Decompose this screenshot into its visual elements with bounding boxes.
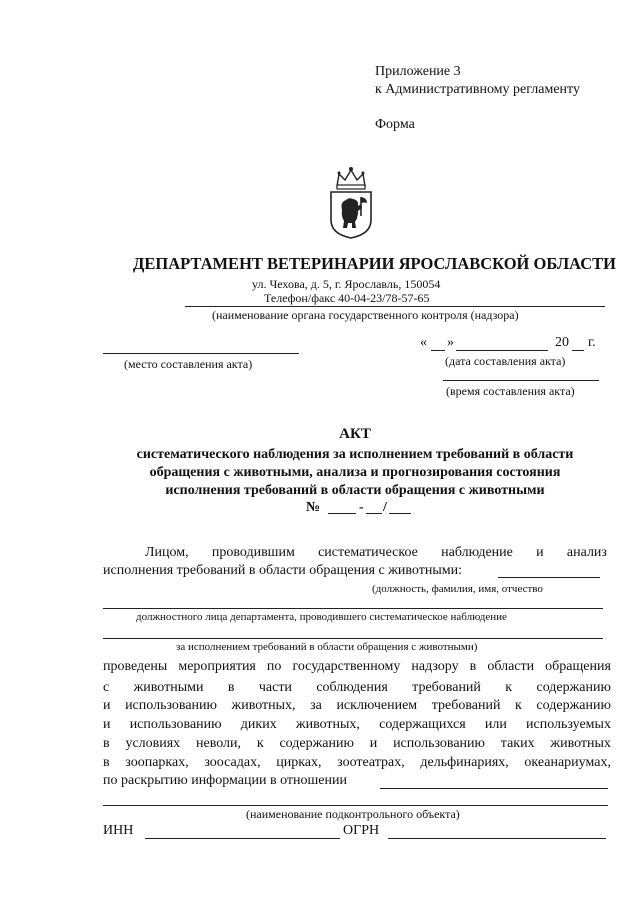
org-address: ул. Чехова, д. 5, г. Ярославль, 150054 [252,277,441,291]
para2-line-c [103,698,611,714]
para2-word: мероприятия [178,659,256,674]
inn-label: ИНН [103,823,134,838]
object-fill-line1 [380,788,608,789]
org-name: ДЕПАРТАМЕНТ ВЕТЕРИНАРИИ ЯРОСЛАВСКОЙ ОБЛАСТИ [133,254,616,273]
act-subtitle-line2: обращения с животными, анализа и прогнозирования состояния [149,465,561,480]
para2-word: животными [133,680,204,695]
para1-line2: исполнения требований в области обращения с животными: [103,563,463,578]
ogrn-label: ОГРН [343,823,380,838]
para2-line-g: по раскрытию информации в отношении [103,773,348,788]
org-underline [185,306,605,307]
para2-word: используемых [526,717,611,732]
date-open-quote: « [420,335,427,350]
inn-line [145,838,340,839]
para2-word: цирках, [276,755,322,770]
para2-word: содержанию [536,680,611,695]
para2-word: в [469,659,477,674]
official-fill-line1 [498,577,600,578]
date-year: 20 [555,335,569,350]
para2-word: к [256,736,264,751]
org-caption: (наименование органа государственного контроля (надзора) [212,308,519,322]
place-caption: (место составления акта) [124,357,253,371]
date-year-line [572,350,584,351]
para2-line-f [103,755,611,771]
date-caption: (дата составления акта) [445,354,566,368]
org-phone: Телефон/факс 40-04-23/78-57-65 [264,291,430,305]
yaroslavl-coat-of-arms-icon [325,164,377,240]
para2-word: или [484,717,507,732]
para2-word: дельфинариях, [420,755,509,770]
para2-word: соблюдения [316,680,388,695]
para2-word: и [103,698,111,713]
para2-word: и [369,736,378,751]
time-caption: (время составления акта) [446,384,575,398]
para1-word: анализ [566,545,607,560]
act-number-line3 [389,513,411,514]
appendix-label: Приложение 3 [375,64,461,79]
para2-word: области [487,659,535,674]
para2-word: к [505,680,513,695]
act-number-dash: - [359,500,364,515]
para2-word: содержащихся [379,717,466,732]
para2-word: надзору [411,659,459,674]
caption-position: (должность, фамилия, имя, отчество [372,583,543,595]
caption-official: должностного лица департамента, проводившего систематическое наблюдение [136,611,507,623]
act-title: АКТ [339,426,371,442]
act-number-line2 [366,513,382,514]
para2-word: условиях [125,736,181,751]
para2-word: океанариумах, [524,755,611,770]
para2-word: за [310,698,322,713]
act-subtitle-line1: систематического наблюдения за исполнением требований в области [136,447,574,462]
para2-word: части [258,680,292,695]
para2-word: в [103,736,110,751]
ogrn-line [388,838,606,839]
date-day-line [431,350,445,351]
para2-word: использованию [393,736,485,751]
para2-word: содержанию [536,698,611,713]
act-number-line1 [328,513,356,514]
para2-word: к [515,698,522,713]
para2-word: животных, [295,717,360,732]
para2-line-a [103,659,611,675]
para2-word: таких [500,736,535,751]
act-number-sign: № [306,500,321,515]
para2-word: по [266,659,282,674]
para2-word: проведены [103,659,168,674]
caption-object: (наименование подконтрольного объекта) [246,807,460,821]
para2-word: требований [412,680,481,695]
place-line [103,353,299,354]
para2-word: зоопарках, [125,755,189,770]
para2-word: использованию [129,717,222,732]
form-label: Форма [375,117,415,132]
para2-line-e [103,736,611,752]
para2-word: и [103,717,111,732]
para2-word: животных, [231,698,296,713]
act-number-slash: / [383,500,387,515]
para1-word: и [536,545,544,560]
para2-word: неволи, [196,736,242,751]
para2-word: использованию [125,698,217,713]
para2-word: требований [431,698,501,713]
para2-word: содержанию [279,736,354,751]
para1-word: систематическое [318,545,418,560]
object-fill-line2 [103,805,608,806]
para1-line1 [145,545,607,561]
para2-word: в [103,755,110,770]
para2-word: зоотеатрах, [337,755,405,770]
date-year-suffix: г. [588,335,596,350]
para1-word: Лицом, [145,545,189,560]
time-line [443,380,599,381]
regulation-label: к Административному регламенту [375,82,580,97]
para1-word: проводившим [211,545,295,560]
act-subtitle-line3: исполнения требований в области обращения с животными [165,483,545,498]
date-month-line [456,350,548,351]
para2-word: с [103,680,110,695]
para2-word: диких [240,717,277,732]
para2-word: животных [550,736,611,751]
date-close-quote: » [447,335,454,350]
para2-word: обращения [545,659,611,674]
para1-word: наблюдение [441,545,513,560]
caption-for: за исполнением требований в области обращения с животными) [176,641,478,653]
para2-word: государственному [292,659,401,674]
para2-word: исключением [336,698,418,713]
official-fill-line3 [103,638,603,639]
official-fill-line2 [103,608,603,609]
para2-line-d [103,717,611,733]
para2-word: зоосадах, [204,755,261,770]
para2-word: в [227,680,235,695]
para2-line-b [103,680,611,696]
